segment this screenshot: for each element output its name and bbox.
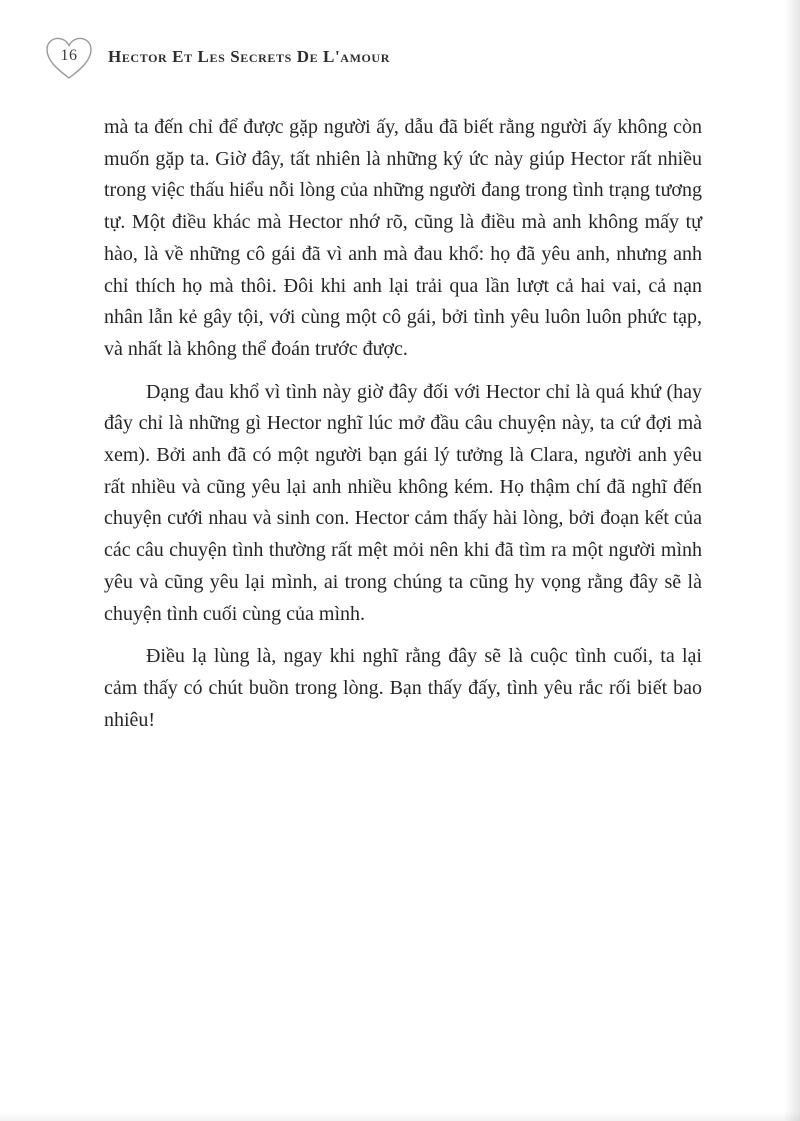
page-edge-shadow-bottom (0, 1111, 800, 1121)
heart-page-number-badge (44, 36, 94, 82)
running-header-title: Hector Et Les Secrets De L'amour (108, 47, 390, 66)
paragraph-2: Dạng đau khổ vì tình này giờ đây đối với Hector chỉ là quá khứ (hay đây chỉ là những gì Hector nghĩ lúc mở đầu câu chuyện này, ta cứ đợi mà xem). Bởi anh đã có một người bạn gái lý tưởng là Clara, người anh yêu rất nhiều và cũng yêu lại anh nhiều không kém. Họ thậm chí đã nghĩ đến chuyện cưới nhau và sinh con. Hector cảm thấy hài lòng, bởi đoạn kết của các câu chuyện tình thường rất mệt mỏi nên khi đã tìm ra một người mình yêu và cũng yêu lại mình, ai trong chúng ta cũng hy vọng rằng đây sẽ là chuyện tình cuối cùng của mình. (104, 380, 702, 625)
page-number: 16 (60, 47, 78, 64)
paragraph-1: mà ta đến chỉ để được gặp người ấy, dẫu đã biết rằng người ấy không còn muốn gặp ta. Giờ đây, tất nhiên là những ký ức này giúp Hector rất nhiều trong việc thấu hiểu nỗi lòng của những người đang trong tình trạng tương tự. Một điều khác mà Hector nhớ rõ, cũng là điều mà anh không mấy tự hào, là về những cô gái đã vì anh mà đau khổ: họ đã yêu anh, nhưng anh chỉ thích họ mà thôi. Đôi khi anh lại trải qua lần lượt cả hai vai, cả nạn nhân lẫn kẻ gây tội, với cùng một cô gái, bởi tình yêu luôn luôn phức tạp, và nhất là không thể đoán trước được. (104, 116, 702, 360)
page-header (44, 36, 390, 82)
page-edge-shadow-right (784, 0, 800, 1121)
paragraph-3: Điều lạ lùng là, ngay khi nghĩ rằng đây sẽ là cuộc tình cuối, ta lại cảm thấy có chút buồn trong lòng. Bạn thấy đấy, tình yêu rắc rối biết bao nhiêu! (104, 645, 702, 731)
page-body (104, 112, 702, 747)
